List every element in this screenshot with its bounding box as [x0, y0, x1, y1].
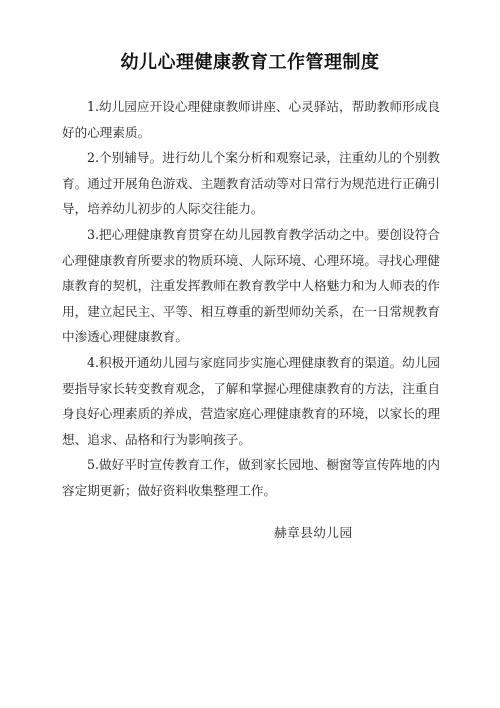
- paragraph-4: 4.积极开通幼儿园与家庭同步实施心理健康教育的渠道。幼儿园要指导家长转变教育观念，了解和掌握心理健康教育的方法，注重自身良好心理素质的养成，营造家庭心理健康教育的环境，以家长的理想、追求、品格和行为影响孩子。: [62, 354, 440, 447]
- paragraph-3: 3.把心理健康教育贯穿在幼儿园教育教学活动之中。要创设符合心理健康教育所要求的物质环境、人际环境、心理环境。寻找心理健康教育的契机，注重发挥教师在教育教学中人格魅力和为人师表的作用，建立起民主、平等、相互尊重的新型师幼关系，在一日常规教育中渗透心理健康教育。: [62, 226, 440, 345]
- paragraph-1: 1.幼儿园应开设心理健康教师讲座、心灵驿站，帮助教师形成良好的心理素质。: [62, 99, 440, 140]
- document-body: [62, 94, 440, 504]
- paragraph-2: 2.个别辅导。进行幼儿个案分析和观察记录，注重幼儿的个别教育。通过开展角色游戏、主题教育活动等对日常行为规范进行正确引导，培养幼儿初步的人际交往能力。: [62, 150, 440, 217]
- paragraph-5: 5.做好平时宣传教育工作，做到家长园地、橱窗等宣传阵地的内容定期更新；做好资料收集整理工作。: [62, 457, 440, 498]
- document-title: 幼儿心理健康教育工作管理制度: [120, 52, 380, 73]
- signature-organization: 赫章县幼儿园: [274, 525, 353, 540]
